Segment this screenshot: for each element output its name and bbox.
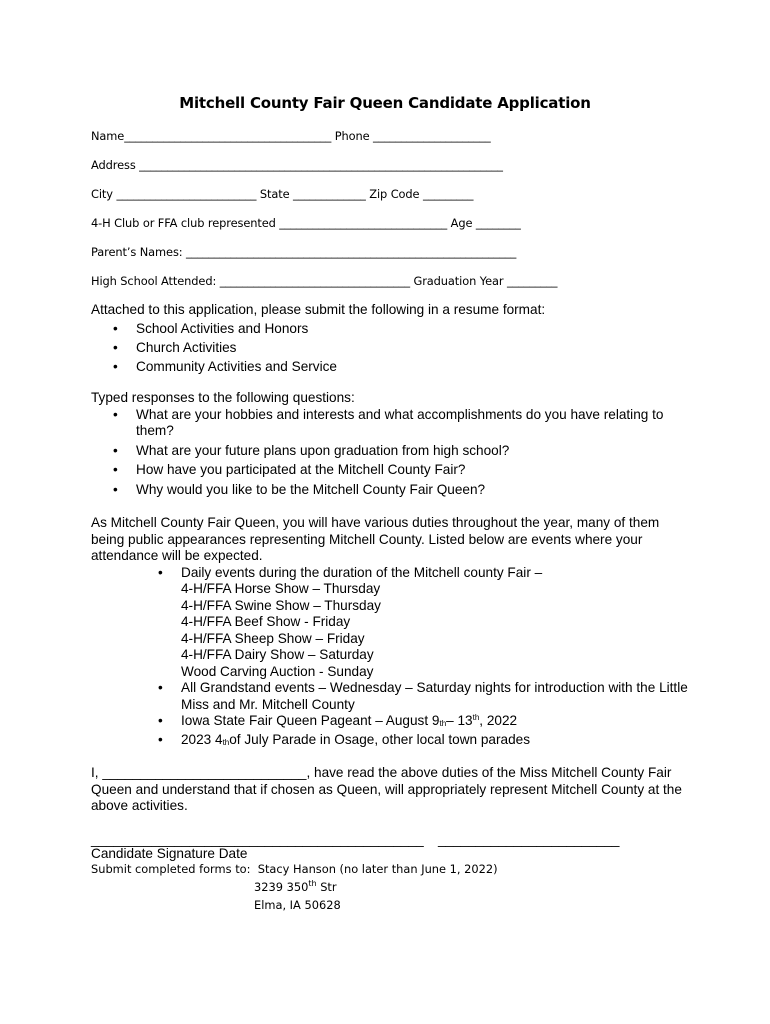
page-title: Mitchell County Fair Queen Candidate Application <box>179 94 591 112</box>
name-phone-field: Name_____________________________________ Phone _____________________ <box>91 129 491 143</box>
questions-intro: Typed responses to the following questions: <box>91 390 355 405</box>
ordinal-suffix: th <box>222 737 230 747</box>
signature-line: ____________________________________________ <box>91 832 424 847</box>
pageant-text: , 2022 <box>479 713 518 728</box>
list-item: • Why would you like to be the Mitchell County Fair Queen? <box>91 482 691 499</box>
daily-events-label: • Daily events during the duration of the Mitchell county Fair – <box>181 564 543 580</box>
list-item: • School Activities and Honors <box>91 319 691 338</box>
ordinal-suffix: th <box>439 719 447 728</box>
questions-section <box>91 390 691 501</box>
street-address: Str <box>316 879 337 894</box>
signature-label: Candidate Signature Date <box>91 846 248 861</box>
list-item <box>91 732 691 751</box>
pageant-text: – 13 <box>446 713 473 728</box>
attachments-list <box>91 319 691 376</box>
address-field: Address _________________________________________________________________ <box>91 158 503 172</box>
parade-text: of July Parade in Osage, other local town parades <box>229 731 530 747</box>
show-item: 4-H/FFA Horse Show – Thursday <box>181 581 381 596</box>
club-age-field: 4-H Club or FFA club represented ______________________________ Age ________ <box>91 216 521 230</box>
submit-address <box>91 861 498 915</box>
show-item: Wood Carving Auction - Sunday <box>181 663 374 679</box>
ordinal-suffix: th <box>308 878 317 888</box>
city-state-zip: Elma, IA 50628 <box>254 898 341 912</box>
parade-text: 2023 4 <box>181 731 223 747</box>
questions-list <box>91 407 691 499</box>
agreement-paragraph: I, ___________________________, have read the above duties of the Miss Mitchell County Fair Queen and understand that if chosen as Queen, will appropriately represent Mitchell County at the above activities. <box>91 765 682 813</box>
list-item <box>91 565 691 681</box>
attachments-section <box>91 302 691 376</box>
list-item: • What are your future plans upon graduation from high school? <box>91 443 691 460</box>
street-address: 3239 350 <box>254 879 309 894</box>
pageant-text: Iowa State Fair Queen Pageant – August 9 <box>181 713 440 728</box>
list-item: • What are your hobbies and interests and what accomplishments do you have relating to them? <box>91 407 691 440</box>
recipient-name: Stacy Hanson (no later than June 1, 2022) <box>257 862 498 876</box>
list-item <box>91 713 691 732</box>
duties-section <box>91 515 691 750</box>
show-item: 4-H/FFA Sheep Show – Friday <box>181 630 365 646</box>
submit-label: Submit completed forms to: <box>91 862 251 876</box>
duties-intro: As Mitchell County Fair Queen, you will have various duties throughout the year, many of them being public appearances representing Mitchell County. Listed below are events where your attendance will be expected. <box>91 515 660 563</box>
show-item: 4-H/FFA Swine Show – Thursday <box>181 597 381 613</box>
parents-names-field: Parent’s Names: ___________________________________________________________ <box>91 245 517 259</box>
show-item: 4-H/FFA Dairy Show – Saturday <box>181 647 374 662</box>
duties-list <box>91 565 691 751</box>
list-item: • All Grandstand events – Wednesday – Saturday nights for introduction with the Little Miss and Mr. Mitchell County <box>91 680 691 713</box>
ordinal-suffix: th <box>472 713 480 722</box>
date-line: ________________________ <box>438 832 620 847</box>
list-item: • How have you participated at the Mitchell County Fair? <box>91 462 691 479</box>
attachments-intro: Attached to this application, please submit the following in a resume format: <box>91 302 546 317</box>
show-item: 4-H/FFA Beef Show - Friday <box>181 614 351 629</box>
list-item: • Church Activities <box>91 338 691 357</box>
school-graduation-field: High School Attended: __________________________________ Graduation Year _________ <box>91 274 558 288</box>
city-state-zip-field: City _________________________ State _____________ Zip Code _________ <box>91 187 474 201</box>
list-item: • Community Activities and Service <box>91 357 691 376</box>
